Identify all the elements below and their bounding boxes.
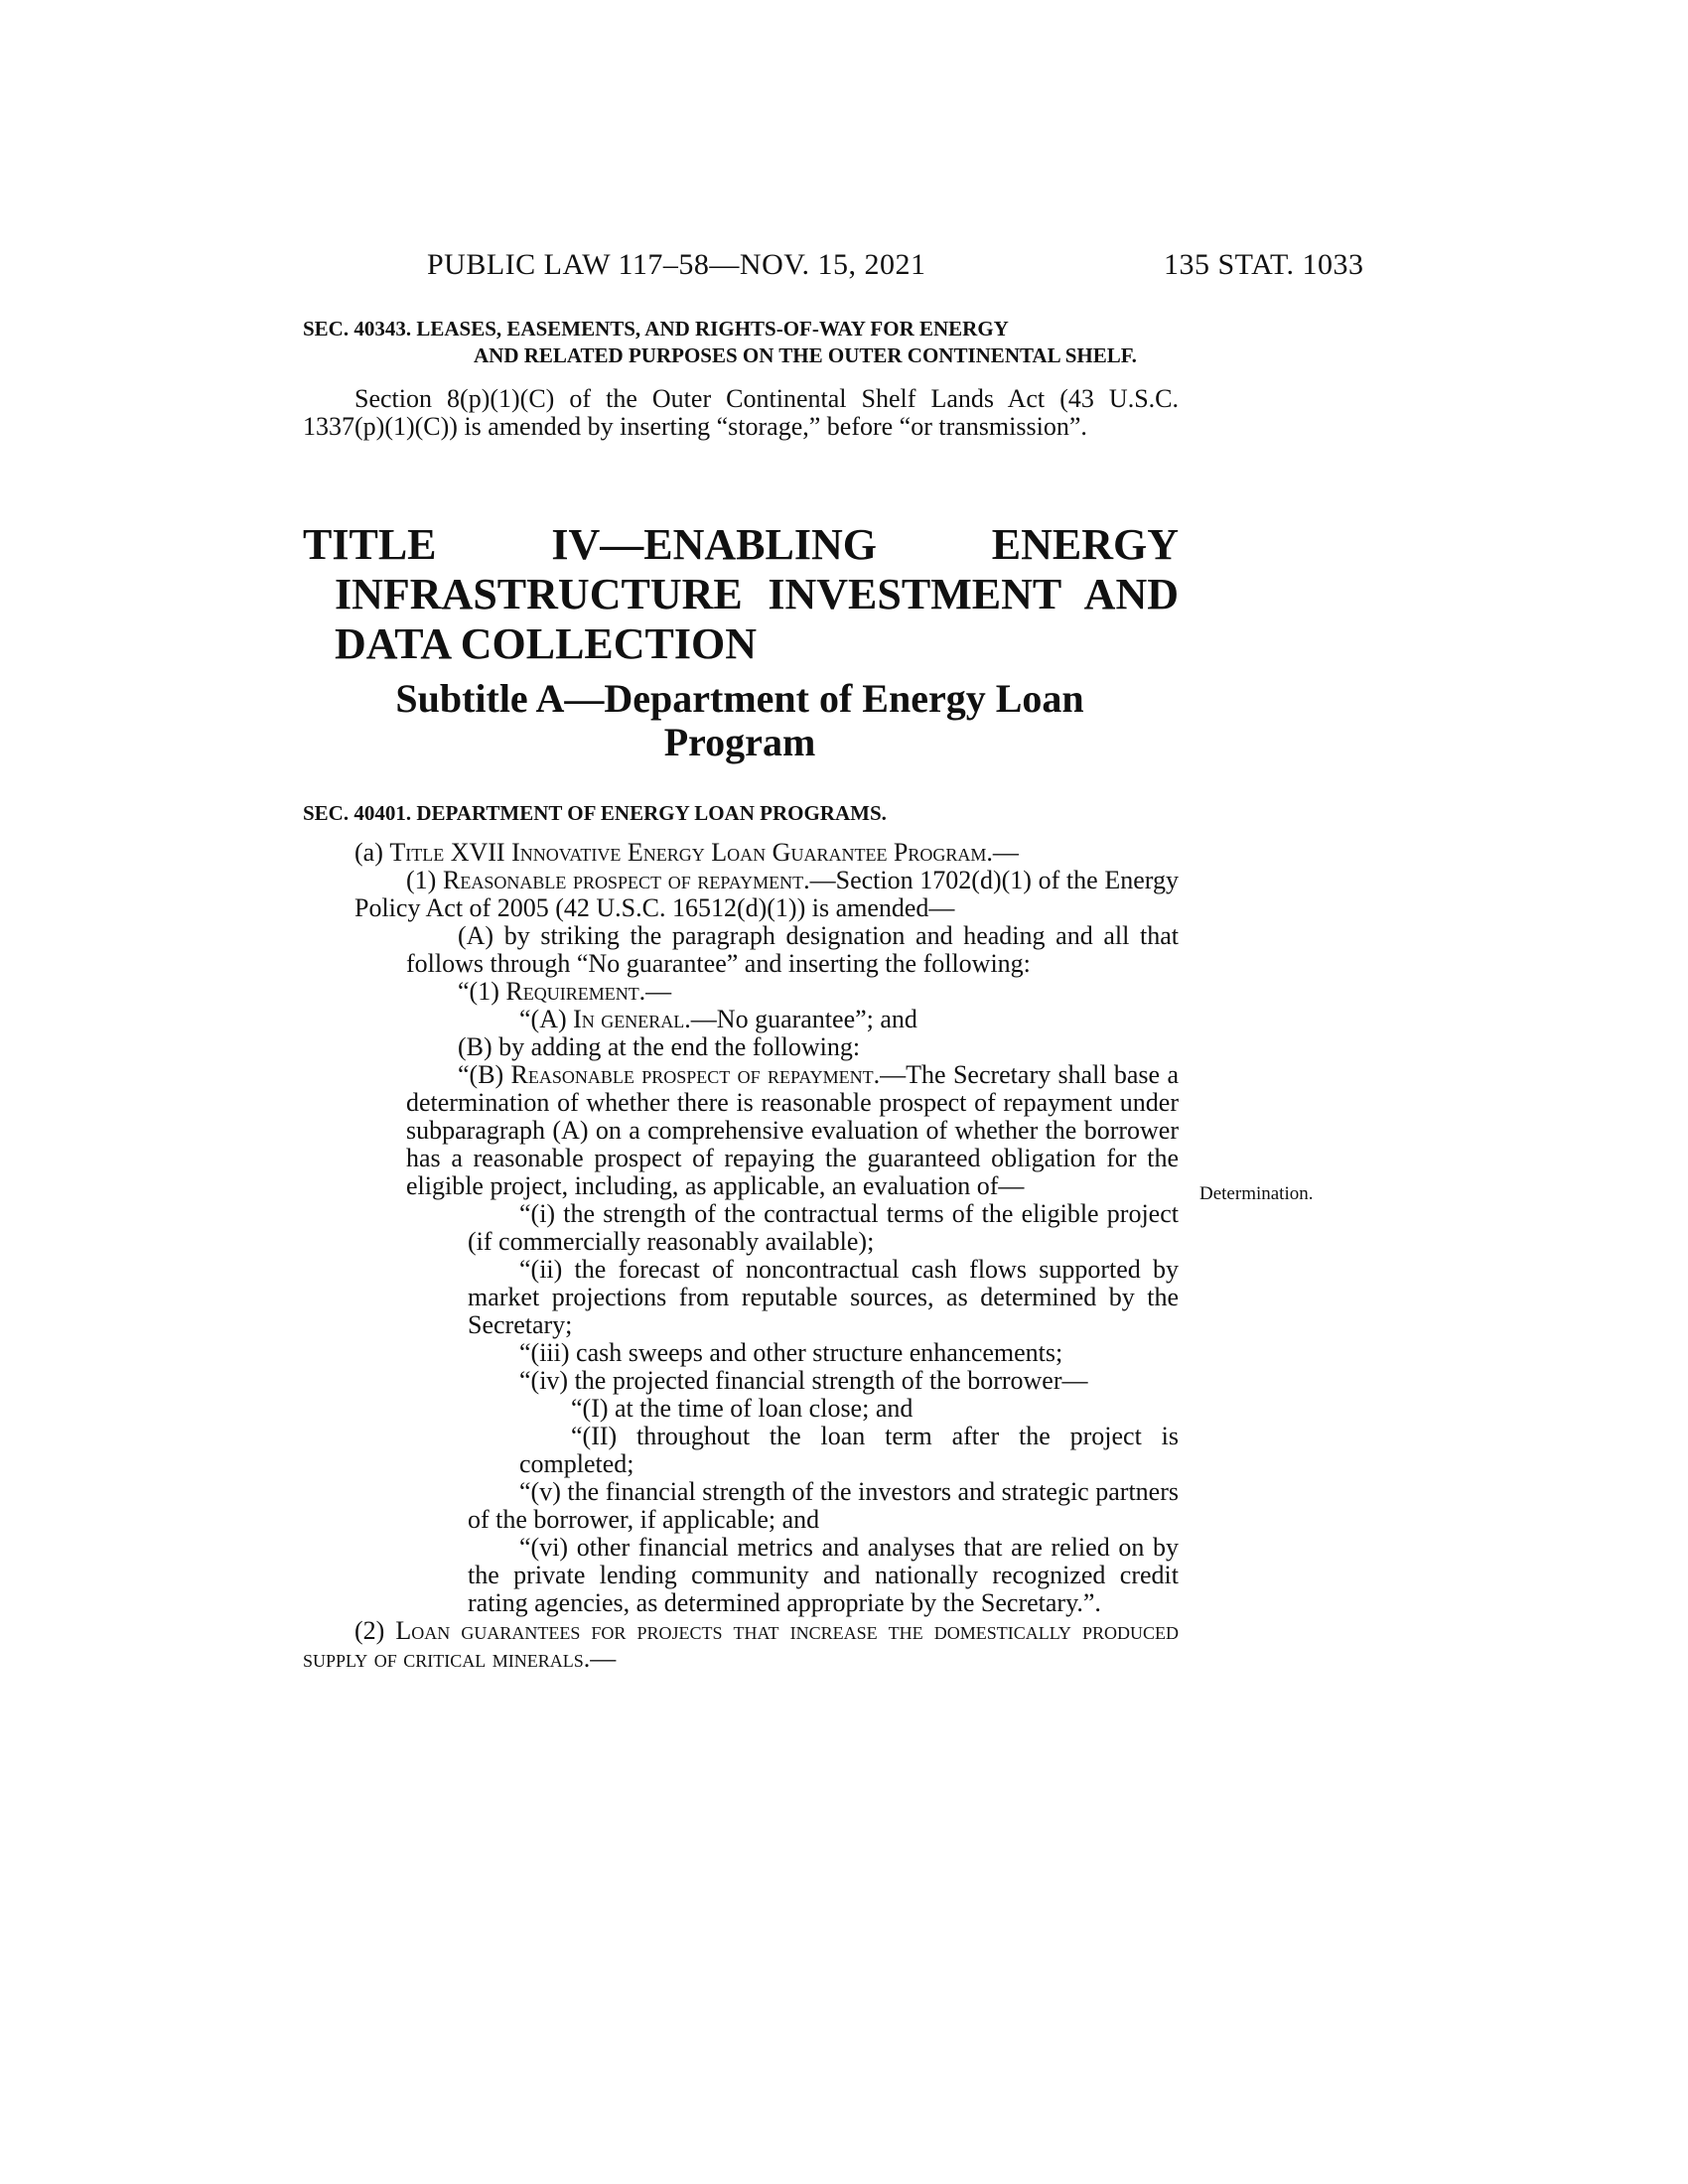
section-40401 [303, 800, 1179, 1673]
paragraph-2-prefix: (2) [354, 1616, 396, 1645]
subtitle-a-heading: Subtitle A—Department of Energy Loan Program [395, 676, 1084, 764]
quoted-in-general [303, 1006, 1179, 1033]
paragraph-1-caption: Reasonable prospect of repayment.— [443, 866, 836, 894]
paragraph-1 [303, 867, 1179, 922]
clause-iv: “(iv) the projected financial strength of the borrower— [519, 1366, 1088, 1395]
section-40343-heading-rest: AND RELATED PURPOSES ON THE OUTER CONTINENTAL SHELF. [474, 343, 1137, 367]
quoted-requirement-caption: Requirement.— [505, 977, 672, 1006]
quoted-reasonable-prospect-text: The Secretary shall base a determination of whether there is reasonable prospect of repayment under subparagraph (A) on a comprehensive evaluation of whether the borrower has a reasonable prospect of repaying the guaranteed obligation for the eligible project, including, as applicable, an evaluation of— [406, 1060, 1179, 1200]
clause-i: “(i) the strength of the contractual terms of the eligible project (if commercially reasonably available); [468, 1199, 1179, 1256]
paragraph-2 [303, 1617, 1179, 1673]
paragraph-2-caption: Loan guarantees for projects that increase the domestically produced supply of critical minerals.— [303, 1616, 1179, 1673]
quoted-in-general-prefix: “(A) [519, 1005, 574, 1033]
stat-page-number: 135 STAT. 1033 [1164, 248, 1364, 281]
quoted-reasonable-prospect [303, 1061, 1179, 1200]
subparagraph-A: (A) by striking the paragraph designation and heading and all that follows through “No guarantee” and inserting the following: [406, 921, 1179, 978]
paragraph-1-text: Section 1702(d)(1) of the Energy Policy Act of 2005 (42 U.S.C. 16512(d)(1)) is amended— [354, 866, 1179, 922]
quoted-in-general-caption: In general.— [573, 1005, 717, 1033]
margin-note-determination: Determination. [1199, 1183, 1314, 1204]
subtitle-a [328, 677, 1152, 764]
title-iv [303, 520, 1179, 669]
quoted-reasonable-prospect-caption: Reasonable prospect of repayment.— [510, 1060, 907, 1089]
clause-v: “(v) the financial strength of the investors and strategic partners of the borrower, if applicable; and [468, 1477, 1179, 1534]
title-iv-heading: TITLE IV—ENABLING ENERGY INFRASTRUCTURE INVESTMENT AND DATA COLLECTION [303, 520, 1179, 668]
clause-vi: “(vi) other financial metrics and analyses that are relied on by the private lending community and nationally recognized credit rating agencies, as determined appropriate by the Secretary.”. [468, 1533, 1179, 1617]
quoted-in-general-text: No guarantee”; and [716, 1005, 917, 1033]
subsection-a [303, 839, 1179, 867]
clause-iii: “(iii) cash sweeps and other structure enhancements; [519, 1338, 1063, 1367]
section-40343-heading [303, 316, 1179, 369]
section-40343 [303, 316, 1179, 441]
quoted-requirement-prefix: “(1) [458, 977, 506, 1006]
quoted-reasonable-prospect-prefix: “(B) [458, 1060, 511, 1089]
subclause-II: “(II) throughout the loan term after the project is completed; [519, 1422, 1179, 1478]
clause-ii: “(ii) the forecast of noncontractual cash flows supported by market projections from reputable sources, as determined by the Secretary; [468, 1255, 1179, 1339]
section-40401-heading: SEC. 40401. DEPARTMENT OF ENERGY LOAN PROGRAMS. [303, 801, 887, 825]
subparagraph-B: (B) by adding at the end the following: [458, 1032, 861, 1061]
paragraph-1-prefix: (1) [406, 866, 443, 894]
running-head: PUBLIC LAW 117–58—NOV. 15, 2021 [427, 248, 926, 281]
subsection-a-prefix: (a) [354, 838, 390, 867]
subsection-a-caption: Title XVII Innovative Energy Loan Guarantee Program.— [389, 838, 1019, 867]
quoted-requirement [303, 978, 1179, 1006]
section-40343-body: Section 8(p)(1)(C) of the Outer Continental Shelf Lands Act (43 U.S.C. 1337(p)(1)(C)) is amended by inserting “storage,” before “or transmission”. [303, 384, 1179, 441]
subclause-I: “(I) at the time of loan close; and [571, 1394, 914, 1423]
section-40343-heading-line1: SEC. 40343. LEASES, EASEMENTS, AND RIGHTS-OF-WAY FOR ENERGY [303, 317, 1009, 341]
